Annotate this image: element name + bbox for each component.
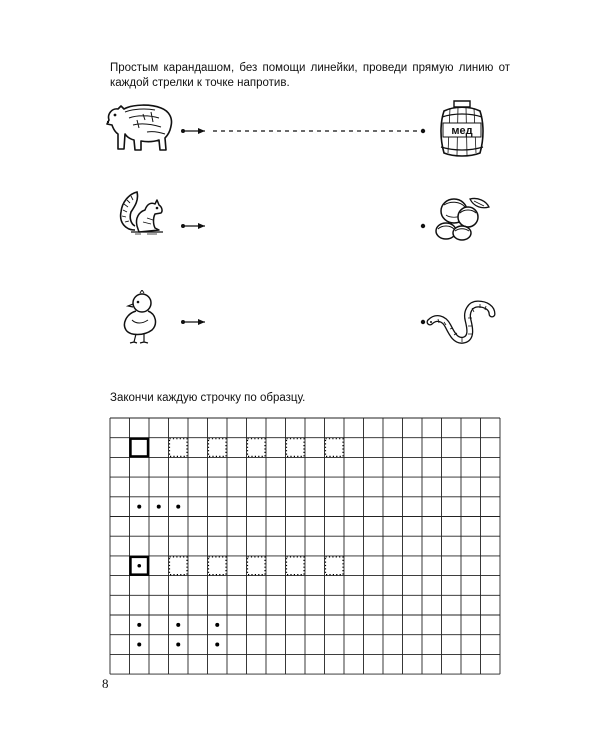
instruction-draw-lines: Простым карандашом, без помощи линейки, проведи прямую линию от каждой стрелки к точке напротив. bbox=[110, 62, 510, 89]
pattern-dot bbox=[176, 623, 180, 627]
sample-square bbox=[131, 439, 149, 457]
pattern-dot bbox=[137, 564, 141, 568]
pattern-dot bbox=[137, 623, 141, 627]
pattern-dot bbox=[157, 505, 161, 509]
instruction-complete-rows: Закончи каждую строчку по образцу. bbox=[110, 392, 306, 404]
dotted-square bbox=[326, 557, 344, 575]
dotted-square bbox=[170, 557, 188, 575]
pattern-dot bbox=[176, 505, 180, 509]
dotted-square bbox=[209, 439, 227, 457]
dotted-square bbox=[326, 439, 344, 457]
dotted-square bbox=[287, 439, 305, 457]
pattern-dot bbox=[137, 505, 141, 509]
pattern-dot bbox=[176, 643, 180, 647]
page-number: 8 bbox=[102, 676, 109, 691]
grid-lines bbox=[110, 418, 500, 674]
dotted-square bbox=[170, 439, 188, 457]
dotted-square bbox=[248, 557, 266, 575]
pattern-dot bbox=[215, 623, 219, 627]
dotted-square bbox=[248, 439, 266, 457]
dotted-square bbox=[209, 557, 227, 575]
barrel-label: мед bbox=[451, 125, 473, 137]
dotted-square bbox=[287, 557, 305, 575]
pattern-dot bbox=[215, 643, 219, 647]
pattern-dot bbox=[137, 643, 141, 647]
